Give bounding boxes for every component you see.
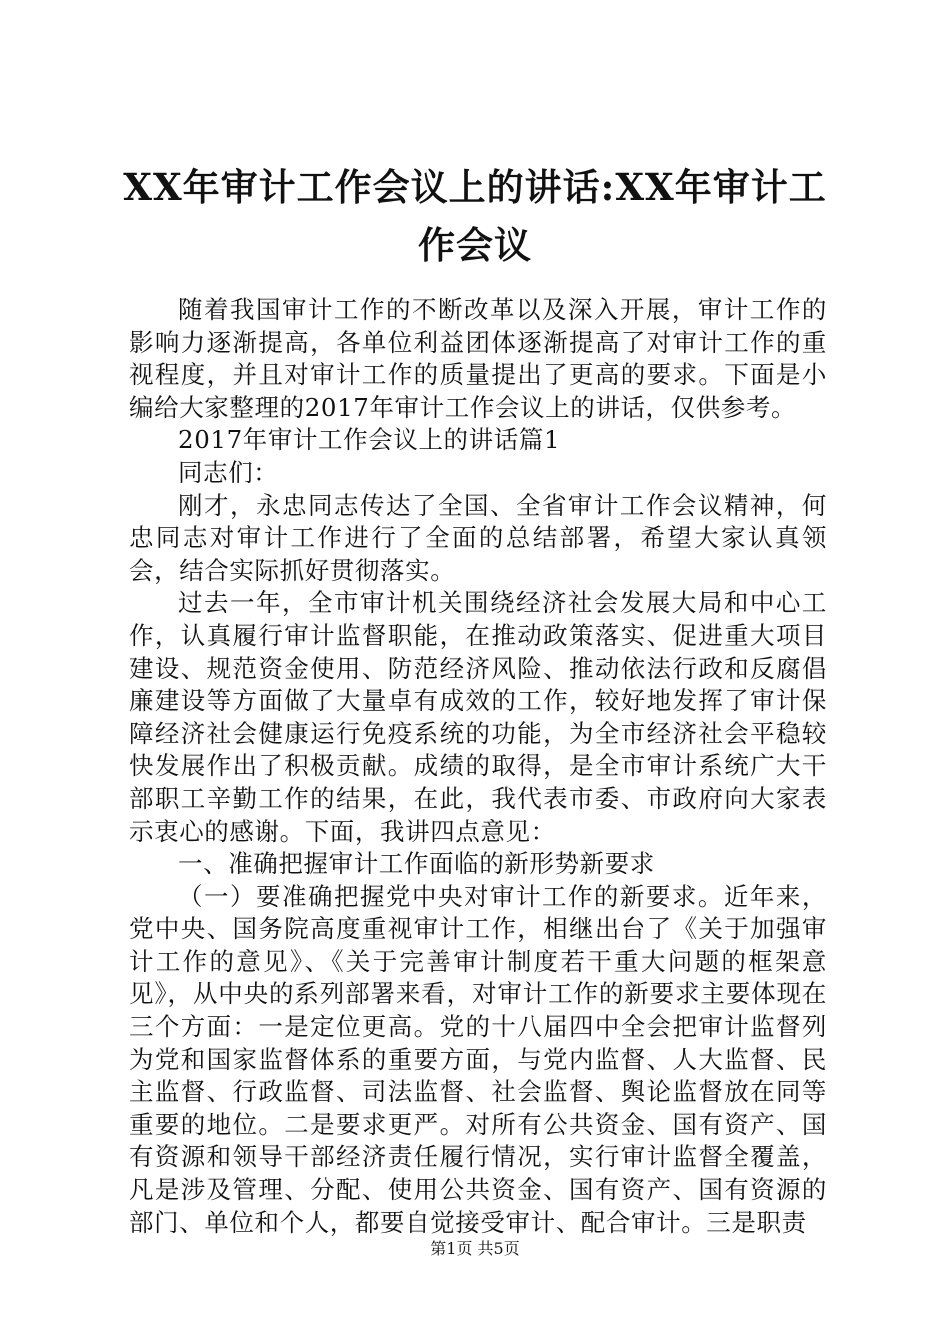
document-title: XX年审计工作会议上的讲话:XX年审计工作会议 [123,165,827,267]
document-body [129,294,827,1239]
paragraph-heading-one: 一、准确把握审计工作面临的新形势新要求 [178,849,655,879]
page-number-footer: 第1页 共5页 [430,1239,520,1258]
paragraph-review: 过去一年，全市审计机关围绕经济社会发展大局和中心工作，认真履行审计监督职能，在推动政策落实、促进重大项目建设、规范资金使用、防范经济风险、推动依法行政和反腐倡廉建设等方面做了大量卓有成效的工作，较好地发挥了审计保障经济社会健康运行免疫系统的功能，为全市经济社会平稳较快发展作出了积极贡献。成绩的取得，是全市审计系统广大干部职工辛勤工作的结果，在此，我代表市委、市政府向大家表示衷心的感谢。下面，我讲四点意见： [129,588,827,846]
paragraph-opening: 刚才，永忠同志传达了全国、全省审计工作会议精神，何忠同志对审计工作进行了全面的总结部署，希望大家认真领会，结合实际抓好贯彻落实。 [129,490,827,585]
paragraph-point-one: （一）要准确把握党中央对审计工作的新要求。近年来，党中央、国务院高度重视审计工作，相继出台了《关于加强审计工作的意见》、《关于完善审计制度若干重大问题的框架意见》，从中央的系列部署来看，对审计工作的新要求主要体现在三个方面：一是定位更高。党的十八届四中全会把审计监督列为党和国家监督体系的重要方面，与党内监督、人大监督、民主监督、行政监督、司法监督、社会监督、舆论监督放在同等重要的地位。二是要求更严。对所有公共资金、国有资产、国有资源和领导干部经济责任履行情况，实行审计监督全覆盖，凡是涉及管理、分配、使用公共资金、国有资产、国有资源的部门、单位和个人，都要自觉接受审计、配合审计。三是职责 [129,881,827,1237]
paragraph-section-heading: 2017年审计工作会议上的讲话篇1 [178,425,561,455]
paragraph-salutation: 同志们： [178,457,279,487]
paragraph-intro: 随着我国审计工作的不断改革以及深入开展，审计工作的影响力逐渐提高，各单位利益团体逐渐提高了对审计工作的重视程度，并且对审计工作的质量提出了更高的要求。下面是小编给大家整理的2017年审计工作会议上的讲话，仅供参考。 [129,295,827,422]
